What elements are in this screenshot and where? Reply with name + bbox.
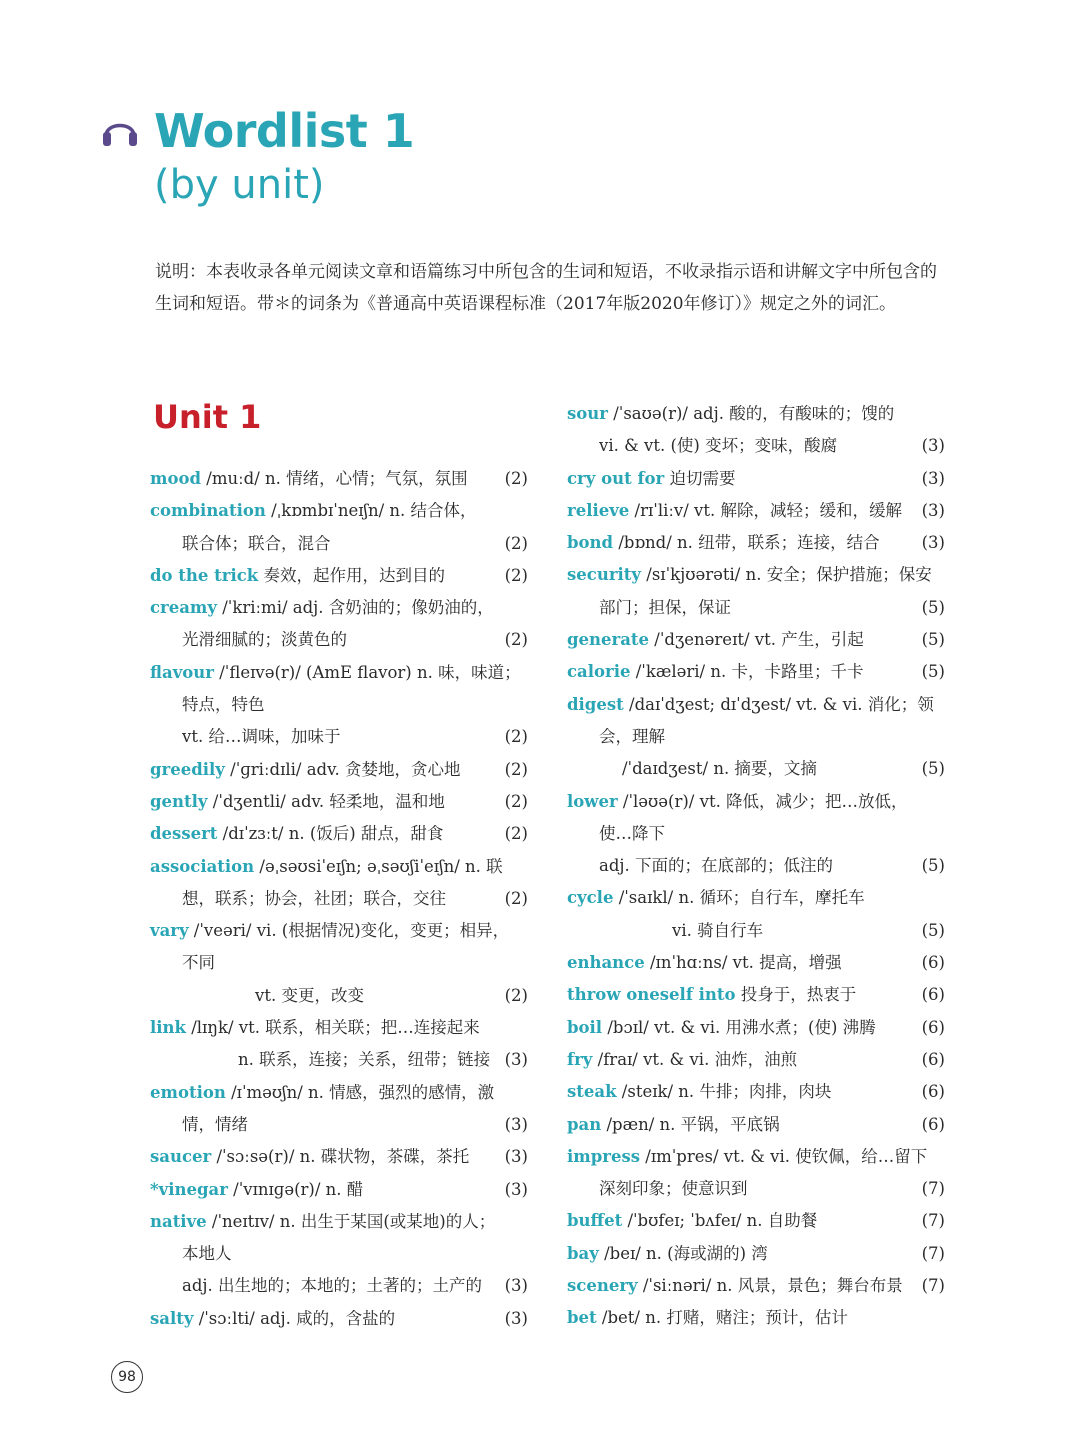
headword: enhance xyxy=(567,953,645,973)
unit-reference: (3) xyxy=(504,1147,528,1167)
headphones-icon xyxy=(100,112,140,150)
page-number: 98 xyxy=(111,1361,143,1393)
wordlist-line xyxy=(567,1012,945,1044)
wordlist-line xyxy=(150,592,528,624)
definition-text: /ˈsaɪkl/ n. 循环；自行车，摩托车 xyxy=(613,888,865,908)
definition-text: /bet/ n. 打赌，赌注；预计，估计 xyxy=(596,1308,848,1328)
definition-text: /ˈkæləri/ n. 卡，卡路里；千卡 xyxy=(630,662,864,682)
wordlist-line xyxy=(150,980,528,1012)
definition-text: 想，联系；协会，社团；联合，交往 xyxy=(182,888,446,908)
definition-text: /pæn/ n. 平锅，平底锅 xyxy=(601,1114,780,1134)
headword: digest xyxy=(567,694,624,714)
headword: impress xyxy=(567,1146,641,1166)
headword: vinegar xyxy=(158,1179,228,1199)
unit-reference: (6) xyxy=(921,1114,945,1134)
definition-text: 会，理解 xyxy=(599,726,665,746)
definition-text: 奏效，起作用，达到目的 xyxy=(258,565,445,585)
wordlist-line xyxy=(567,656,945,688)
definition-text: /ˈsɔːsə(r)/ n. 碟状物，茶碟，茶托 xyxy=(211,1147,470,1167)
definition-text: /lɪŋk/ vt. 联系，相关联；把…连接起来 xyxy=(185,1018,480,1038)
unit-reference: (3) xyxy=(921,436,945,456)
definition-text: 本地人 xyxy=(182,1244,232,1264)
headword: dessert xyxy=(150,824,218,844)
unit-reference: (3) xyxy=(504,1050,528,1070)
unit-reference: (3) xyxy=(504,1308,528,1328)
definition-text: adj. 下面的；在底部的；低注的 xyxy=(599,856,834,876)
definition-text: /sɪˈkjʊərəti/ n. 安全；保护措施；保安 xyxy=(641,565,932,585)
unit-reference: (2) xyxy=(504,630,528,650)
headword: cycle xyxy=(567,888,614,908)
wordlist-line xyxy=(567,1302,945,1334)
wordlist-line xyxy=(150,1012,528,1044)
wordlist-line xyxy=(567,1141,945,1173)
definition-text: /ɪmˈpres/ vt. & vi. 使钦佩，给…留下 xyxy=(640,1146,928,1166)
headword: boil xyxy=(567,1017,603,1037)
definition-text: 深刻印象；使意识到 xyxy=(599,1179,748,1199)
wordlist-line xyxy=(567,818,945,850)
unit-reference: (3) xyxy=(504,1179,528,1199)
wordlist-line xyxy=(150,818,528,850)
definition-text: /əˌsəʊsiˈeɪʃn; əˌsəʊʃiˈeɪʃn/ n. 联 xyxy=(254,856,503,876)
wordlist-line xyxy=(567,463,945,495)
headword: salty xyxy=(150,1308,194,1328)
definition-text: adj. 出生地的；本地的；土著的；土产的 xyxy=(182,1276,483,1296)
definition-text: /ˈdʒentli/ adv. 轻柔地，温和地 xyxy=(207,791,445,811)
definition-text: 特点，特色 xyxy=(182,695,265,715)
definition-text: /ˈləʊə(r)/ vt. 降低，减少；把…放低， xyxy=(617,791,908,811)
unit-reference: (2) xyxy=(504,985,528,1005)
wordlist-line xyxy=(150,463,528,495)
unit-reference: (2) xyxy=(504,727,528,747)
wordlist-line xyxy=(150,1303,528,1335)
wordlist-line xyxy=(567,979,945,1011)
wordlist-line xyxy=(567,915,945,947)
unit-reference: (5) xyxy=(921,856,945,876)
headword: sour xyxy=(567,404,608,423)
wordlist-line xyxy=(567,882,945,914)
definition-text: vi. & vt. (使) 变坏；变味，酸腐 xyxy=(599,436,838,456)
wordlist-column-left xyxy=(150,463,528,1335)
wordlist-line xyxy=(567,850,945,882)
definition-text: 投身于，热衷于 xyxy=(735,985,857,1005)
unit-reference: (5) xyxy=(921,597,945,617)
definition-text: n. 联系，连接；关系，纽带；链接 xyxy=(238,1050,491,1070)
wordlist-line xyxy=(567,1270,945,1302)
headword: pan xyxy=(567,1114,602,1134)
headword: bay xyxy=(567,1243,599,1263)
wordlist-line xyxy=(567,398,945,430)
wordlist-line xyxy=(150,528,528,560)
headword: bond xyxy=(567,533,614,553)
wordlist-line xyxy=(567,1109,945,1141)
definition-text: vt. 给…调味，加味于 xyxy=(182,727,341,747)
unit-reference: (7) xyxy=(921,1211,945,1231)
headword: greedily xyxy=(150,759,225,779)
unit-reference: (3) xyxy=(921,468,945,488)
wordlist-line xyxy=(150,786,528,818)
wordlist-line xyxy=(150,1044,528,1076)
definition-text: /ˌkɒmbɪˈneɪʃn/ n. 结合体， xyxy=(265,501,477,521)
wordlist-line xyxy=(567,624,945,656)
wordlist-line xyxy=(150,1109,528,1141)
unit-reference: (5) xyxy=(921,759,945,779)
extra-word-star: * xyxy=(150,1179,159,1199)
wordlist-line xyxy=(567,1173,945,1205)
unit-reference: (3) xyxy=(504,1114,528,1134)
wordlist-line xyxy=(567,947,945,979)
wordlist-line xyxy=(567,1205,945,1237)
wordlist-line xyxy=(567,592,945,624)
unit-reference: (6) xyxy=(921,953,945,973)
wordlist-line xyxy=(567,753,945,785)
definition-text: /beɪ/ n. (海或湖的) 湾 xyxy=(598,1243,768,1263)
headword: combination xyxy=(150,501,266,521)
headword: steak xyxy=(567,1082,617,1102)
wordlist-line xyxy=(567,786,945,818)
wordlist-line xyxy=(567,1044,945,1076)
definition-text: /ˈfleɪvə(r)/ (AmE flavor) n. 味，味道； xyxy=(213,662,521,682)
wordlist-line xyxy=(150,624,528,656)
unit-reference: (2) xyxy=(504,791,528,811)
definition-text: vt. 变更，改变 xyxy=(255,985,364,1005)
wordlist-line xyxy=(150,1206,528,1238)
unit-reference: (2) xyxy=(504,759,528,779)
definition-text: /daɪˈdʒest; dɪˈdʒest/ vt. & vi. 消化；领 xyxy=(623,694,934,714)
definition-text: /ˈsiːnəri/ n. 风景，景色；舞台布景 xyxy=(637,1276,903,1296)
unit-heading: Unit 1 xyxy=(153,398,262,436)
definition-text: /ˈveəri/ vi. (根据情况)变化，变更；相异， xyxy=(188,921,510,941)
headword: association xyxy=(150,856,255,876)
wordlist-line xyxy=(150,721,528,753)
definition-text: /bɔɪl/ vt. & vi. 用沸水煮；(使) 沸腾 xyxy=(602,1017,876,1037)
definition-text: 联合体；联合，混合 xyxy=(182,533,331,553)
definition-text: /steɪk/ n. 牛排；肉排，肉块 xyxy=(616,1082,832,1102)
definition-text: /ɪˈməʊʃn/ n. 情感，强烈的感情，激 xyxy=(225,1082,495,1102)
definition-text: 使…降下 xyxy=(599,823,665,843)
unit-reference: (3) xyxy=(504,1276,528,1296)
unit-reference: (6) xyxy=(921,1082,945,1102)
wordlist-line xyxy=(150,657,528,689)
unit-reference: (5) xyxy=(921,920,945,940)
definition-text: /ˈvɪnɪɡə(r)/ n. 醋 xyxy=(227,1179,364,1199)
headword: security xyxy=(567,565,642,585)
page-title: Wordlist 1 xyxy=(154,104,415,158)
wordlist-line xyxy=(567,1238,945,1270)
definition-text: /fraɪ/ vt. & vi. 油炸，油煎 xyxy=(592,1049,798,1069)
headword: flavour xyxy=(150,662,214,682)
unit-reference: (7) xyxy=(921,1179,945,1199)
unit-reference: (3) xyxy=(921,533,945,553)
unit-reference: (7) xyxy=(921,1276,945,1296)
wordlist-line xyxy=(567,527,945,559)
headword: buffet xyxy=(567,1211,623,1231)
definition-text: /ˈsɔːlti/ adj. 咸的，含盐的 xyxy=(193,1308,396,1328)
wordlist-line xyxy=(150,689,528,721)
wordlist-line xyxy=(567,1076,945,1108)
unit-reference: (5) xyxy=(921,630,945,650)
headword: creamy xyxy=(150,598,217,618)
page-subtitle: (by unit) xyxy=(154,162,325,208)
definition-text: /rɪˈliːv/ vt. 解除，减轻；缓和，缓解 xyxy=(629,500,902,520)
definition-text: /ˈbʊfeɪ; ˈbʌfeɪ/ n. 自助餐 xyxy=(622,1211,818,1231)
headword: lower xyxy=(567,791,618,811)
wordlist-line xyxy=(150,1077,528,1109)
headword: emotion xyxy=(150,1082,226,1102)
headword: saucer xyxy=(150,1147,212,1167)
wordlist-line xyxy=(150,1174,528,1206)
wordlist-line xyxy=(567,721,945,753)
wordlist-line xyxy=(567,495,945,527)
definition-text: /bɒnd/ n. 纽带，联系；连接，结合 xyxy=(613,533,880,553)
wordlist-line xyxy=(150,915,528,947)
definition-text: 迫切需要 xyxy=(664,468,736,488)
definition-text: /dɪˈzɜːt/ n. (饭后) 甜点，甜食 xyxy=(217,824,444,844)
headword: calorie xyxy=(567,662,631,682)
headword: do the trick xyxy=(150,565,259,585)
wordlist-line xyxy=(150,495,528,527)
definition-text: /muːd/ n. 情绪，心情；气氛，氛围 xyxy=(201,469,468,488)
headword: native xyxy=(150,1211,207,1231)
intro-note: 说明：本表收录各单元阅读文章和语篇练习中所包含的生词和短语，不收录指示语和讲解文字中所包含的生词和短语。带＊的词条为《普通高中英语课程标准（2017年版2020年修订）》规定之外的词汇。 xyxy=(155,262,937,314)
wordlist-line xyxy=(150,1141,528,1173)
headword: gently xyxy=(150,791,208,811)
wordlist-line xyxy=(150,754,528,786)
wordlist-line xyxy=(150,1270,528,1302)
headword: generate xyxy=(567,630,650,650)
wordlist-line xyxy=(567,689,945,721)
headword: fry xyxy=(567,1049,593,1069)
unit-reference: (7) xyxy=(921,1243,945,1263)
unit-reference: (2) xyxy=(504,469,528,488)
definition-text: /ˈkriːmi/ adj. 含奶油的；像奶油的， xyxy=(216,598,494,618)
definition-text: 光滑细腻的；淡黄色的 xyxy=(182,630,347,650)
definition-text: /ɪnˈhɑːns/ vt. 提高，增强 xyxy=(644,953,842,973)
definition-text: /ˈdʒenəreɪt/ vt. 产生，引起 xyxy=(649,630,864,650)
unit-reference: (2) xyxy=(504,533,528,553)
wordlist-line xyxy=(567,430,945,462)
unit-reference: (2) xyxy=(504,565,528,585)
definition-text: vi. 骑自行车 xyxy=(672,920,764,940)
unit-reference: (5) xyxy=(921,662,945,682)
headword: mood xyxy=(150,469,202,488)
definition-text: 部门；担保，保证 xyxy=(599,597,731,617)
wordlist-line xyxy=(150,560,528,592)
definition-text: 情，情绪 xyxy=(182,1114,248,1134)
headword: throw oneself into xyxy=(567,985,736,1005)
wordlist-line xyxy=(567,559,945,591)
definition-text: /ˈneɪtɪv/ n. 出生于某国(或某地)的人； xyxy=(206,1211,496,1231)
headword: link xyxy=(150,1018,186,1038)
unit-reference: (6) xyxy=(921,1049,945,1069)
unit-reference: (6) xyxy=(921,1017,945,1037)
unit-reference: (2) xyxy=(504,888,528,908)
wordlist-column-right xyxy=(567,398,945,1335)
wordlist-line xyxy=(150,1238,528,1270)
headword: cry out for xyxy=(567,468,665,488)
headword: scenery xyxy=(567,1276,638,1296)
wordlist-line xyxy=(150,947,528,979)
definition-text: /ˈsaʊə(r)/ adj. 酸的，有酸味的；馊的 xyxy=(607,404,895,423)
wordlist-line xyxy=(150,851,528,883)
unit-reference: (6) xyxy=(921,985,945,1005)
headword: bet xyxy=(567,1308,597,1328)
wordlist-line xyxy=(150,883,528,915)
definition-text: /ˈdaɪdʒest/ n. 摘要，文摘 xyxy=(622,759,817,779)
headword: vary xyxy=(150,921,189,941)
unit-reference: (3) xyxy=(921,500,945,520)
definition-text: /ˈɡriːdɪli/ adv. 贪婪地，贪心地 xyxy=(224,759,461,779)
unit-reference: (2) xyxy=(504,824,528,844)
headword: relieve xyxy=(567,500,630,520)
definition-text: 不同 xyxy=(182,953,215,973)
